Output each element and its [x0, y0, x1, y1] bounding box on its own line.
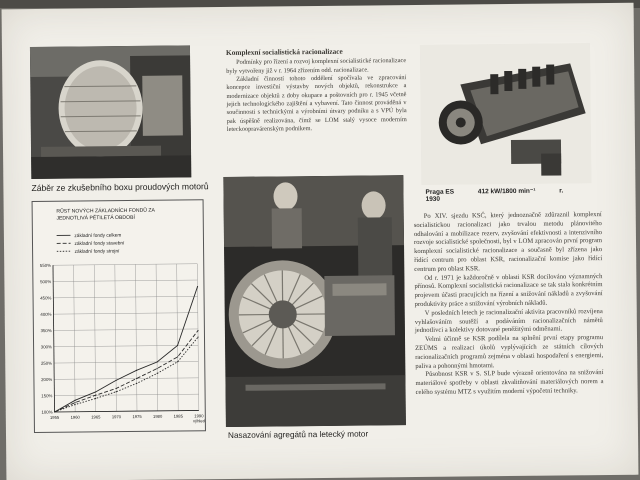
- grid-v-3: [115, 265, 117, 412]
- x-axis-line: [55, 410, 199, 412]
- assembly-caption: Nasazování agregátů na letecký motor: [227, 429, 369, 440]
- grid-v-4: [135, 264, 137, 411]
- series-line-2: [54, 337, 199, 412]
- x-tick-label-6: 1985: [173, 413, 183, 419]
- grid-h-3: [54, 362, 198, 364]
- x-tick-label-1: 1960: [70, 414, 80, 420]
- series-1-point-6: [177, 356, 178, 357]
- series-1-point-5: [157, 368, 158, 369]
- grid-v-6: [177, 264, 179, 411]
- chart-title-line-2: JEDNOTLIVÁ PĚTILETÁ OBDOBÍ: [56, 214, 135, 222]
- legend-label-1: základní fondy stavební: [74, 241, 125, 247]
- chart-grid: [53, 264, 199, 412]
- y-tick-label-9: 550%: [39, 262, 52, 268]
- x-tick-label-4: 1975: [132, 413, 142, 420]
- x-tick-label-7: 1990: [194, 413, 204, 419]
- article-top-paragraph-1: Podmínky pro řízení a rozvoj komplexní socialistické racionalizace byly vytvořeny již v r. 1964 zřízením odd. racionalizace.: [226, 57, 407, 75]
- x-tick-label-5: 1980: [153, 413, 163, 419]
- y-tick-label-7: 450%: [40, 295, 52, 301]
- y-tick-label-1: 150%: [41, 393, 53, 399]
- grid-h-5: [54, 329, 198, 331]
- x-tick-label-0: 1955: [49, 414, 60, 420]
- y-tick-label-3: 250%: [40, 360, 53, 366]
- y-tick-label-6: 400%: [40, 311, 52, 317]
- praga-engine-photo: [420, 43, 591, 185]
- article-bottom-paragraph-3: V posledních letech je racionalizační aktivita pracovníků rozvíjena vyhlašováním soutěží a podáváním racionalizačních námětů jednotlivci a kolektivy dotované peněžitými odměnami.: [414, 307, 603, 335]
- legend-label-2: základní fondy strojní: [74, 249, 120, 255]
- chart-title-line-1: RŮST NOVÝCH ZÁKLADNÍCH FONDŮ ZA: [56, 207, 155, 215]
- grid-v-1: [74, 265, 76, 412]
- article-top: [226, 47, 407, 134]
- document-page: [2, 3, 639, 480]
- y-tick-label-8: 500%: [40, 279, 52, 285]
- article-bottom-paragraph-1: Po XIV. sjezdu KSČ, který jednoznačně zdůraznil komplexní socialistickou racionalizaci jako trvalou metodu plánovitého odhalování a mobilizace rezerv, zvyšování efektivnosti a intenzivního rozvoje socialistické společnosti, byl v LOM zpracován první program komplexní socialistické racionalizace a současně byl zřízena jako řídící centrum pro oblast KSR, racionalizační komise jako řídící centrum pro oblast KSR.: [413, 211, 603, 273]
- series-2-point-7: [197, 336, 198, 337]
- article-bottom-paragraph-4: Velmi účinně se KSR podílela na splnění první etapy programu ZEÚMS a realizaci úkolů vyplývajících ze státních cílových racionalizačních programů zejména v oblasti hospodaření s energiemi, paliva a pohonnými hmotami.: [415, 334, 604, 370]
- x-tick-label-2: 1965: [91, 414, 101, 420]
- article-bottom: [414, 211, 604, 398]
- grid-h-9: [53, 264, 197, 266]
- engine-spec: [425, 186, 595, 203]
- y-tick-label-2: 200%: [41, 376, 53, 383]
- engine-name: Praga ES: [425, 188, 455, 196]
- article-bottom-paragraph-2: Od r. 1971 je každoročně v oblasti KSR docilováno významných přínosů. Komplexní socialistická racionalizace se tak stala konkrétním projevem účasti pracujících na řízení a snižování nákladů a zvyšování produktivity práce a snižování výrobních nákladů.: [414, 272, 603, 308]
- grid-h-7: [53, 296, 197, 298]
- chart-canvas: [33, 200, 205, 432]
- article-bottom-paragraph-5: Působnost KSR v S. SLP bude výrazně orientována na snižování materiálové spotřeby v oblasti zkvalitňování materiálových norem a celého systému MTZ s využitím moderní výpočetní techniky.: [415, 369, 604, 396]
- grid-v-5: [156, 264, 158, 411]
- chart-legend: [57, 233, 126, 256]
- y-tick-label-0: 100%: [41, 409, 53, 415]
- engine-power: 412 kW/1800 min⁻¹: [477, 187, 536, 196]
- chart-axes: [40, 261, 205, 425]
- y-tick-label-5: 350%: [40, 328, 52, 334]
- y-axis-line: [53, 265, 55, 412]
- article-heading: Komplexní socialistická racionalizace: [225, 46, 343, 57]
- assembly-photo: [223, 175, 406, 427]
- grid-h-8: [53, 280, 197, 282]
- test-box-caption: Záběr ze zkušebního boxu proudových motorů: [31, 181, 209, 194]
- x-tick-label-3: 1970: [111, 414, 122, 420]
- grid-h-6: [54, 313, 198, 315]
- series-1-point-1: [74, 402, 75, 403]
- legend-label-0: základní fondy celkem: [74, 233, 122, 240]
- grid-h-1: [54, 394, 198, 396]
- y-tick-label-4: 300%: [40, 344, 52, 350]
- x-tick-label-7-1: výhled: [192, 418, 205, 424]
- grid-v-2: [94, 265, 96, 412]
- engine-year: r. 1930: [425, 187, 564, 203]
- article-top-paragraph-2: Základní činností tohoto oddělení spočívala ve zpracování koncepce investiční výstavby nových objektů, rekonstrukce a modernizace objektů z doby okupace a poštovních pro r. 1945 včetně jejich technologického zajištění a vybavení. Tato činnost prováděná v součinnosti s technickými a výrobními útvary podniku a s VPÚ byla pak úspěšně realizována, čímž se LOM stalý vysoce moderním leteckoopravárenským podnikem.: [226, 74, 407, 134]
- grid-h-2: [54, 378, 198, 380]
- funds-growth-chart: [32, 199, 206, 433]
- test-box-photo: [30, 45, 191, 179]
